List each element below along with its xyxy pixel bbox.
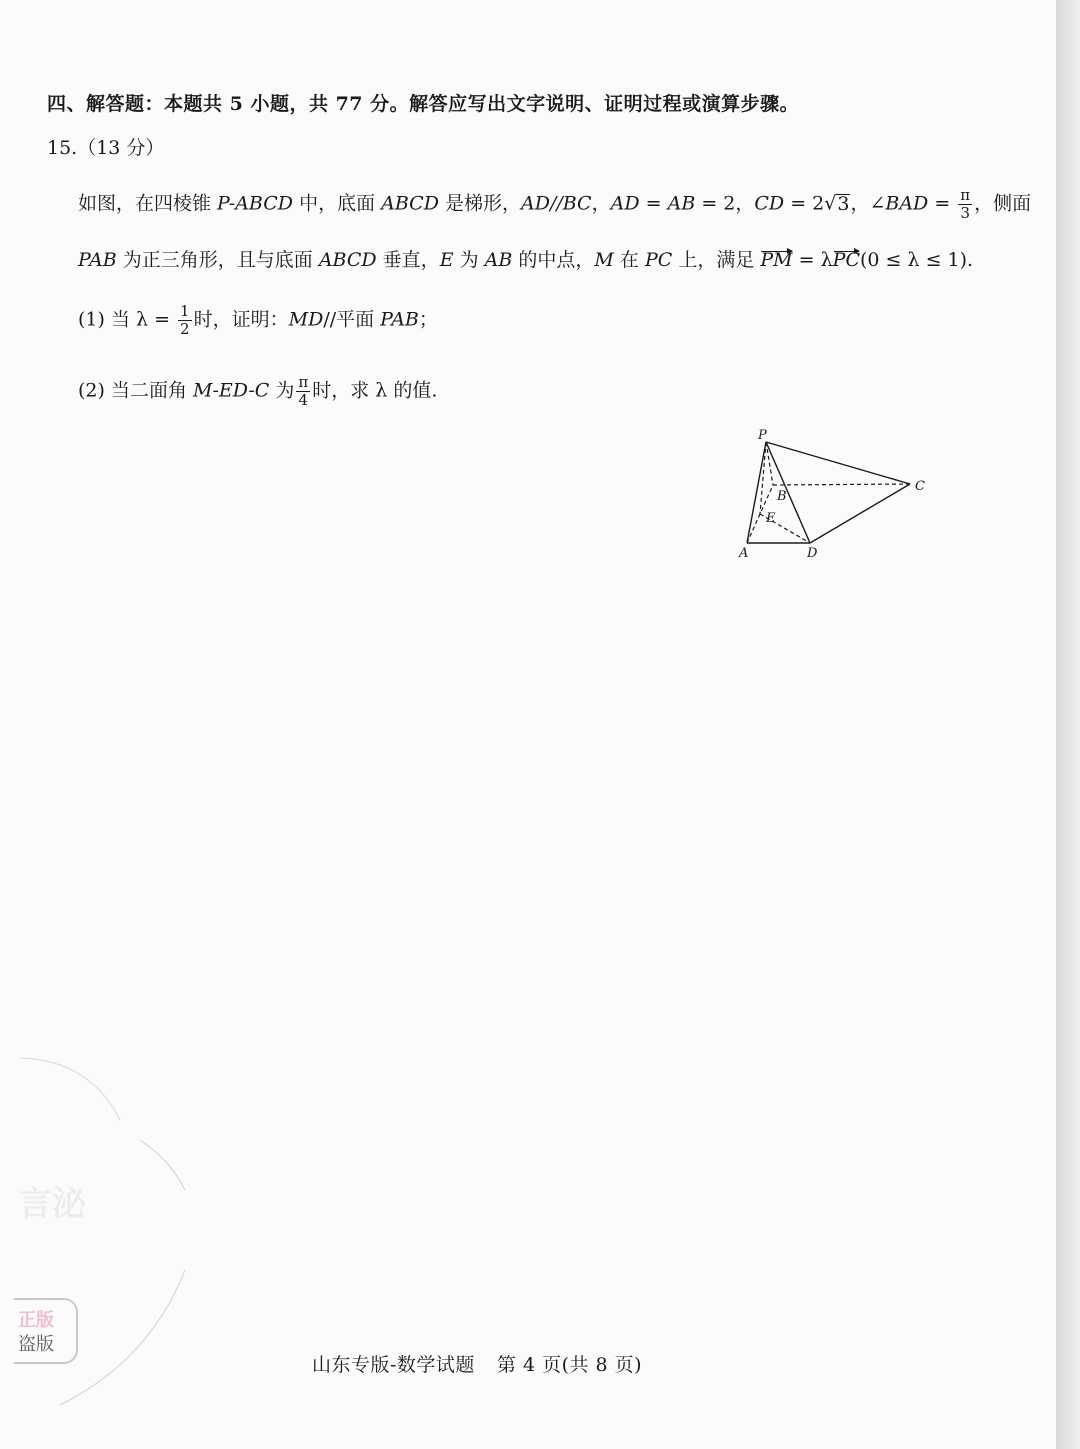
text: 的中点， (512, 249, 595, 271)
math-text: AD//BC (520, 192, 592, 215)
page-footer (312, 1350, 642, 1377)
fraction-pi-over-3 (958, 187, 972, 222)
math-text: CD (754, 192, 785, 215)
text: 在 (613, 249, 645, 271)
math-text: BAD (885, 192, 929, 215)
edge-pd (766, 442, 810, 543)
math-text: AD (610, 192, 640, 215)
label-d: D (807, 546, 818, 561)
text: (0 ≤ λ ≤ 1). (860, 249, 974, 271)
fraction-one-half (178, 303, 192, 338)
text: 时，求 λ 的值. (312, 379, 438, 402)
text: = (928, 192, 957, 215)
text: (1) 当 λ = (78, 308, 177, 331)
math-text: AB (667, 192, 696, 215)
fraction-numerator: 1 (180, 302, 190, 320)
question-number-label: 15. (47, 137, 78, 159)
text: = 2 (784, 192, 825, 215)
fraction-denominator: 2 (180, 320, 190, 338)
math-text: P-ABCD (217, 192, 294, 215)
label-p: P (758, 428, 767, 443)
text: 为 (269, 379, 295, 402)
fraction-denominator: 3 (960, 204, 970, 222)
text: (2) 当二面角 (78, 379, 193, 402)
label-e: E (766, 511, 776, 526)
vector-pc: PC (832, 249, 860, 271)
math-text: ABCD (381, 192, 439, 215)
math-text: MD (288, 308, 324, 331)
text: 为正三角形，且与底面 (116, 249, 319, 271)
stamp-bottom-text: 盗版 (18, 1334, 54, 1355)
math-text: M-ED-C (193, 379, 270, 402)
footer-page-number: 第 4 页(共 8 页) (496, 1354, 643, 1376)
vector-pm: PM (760, 249, 793, 271)
watermark-text: 言泌 (18, 1184, 86, 1224)
text: = λ (792, 249, 833, 271)
edge-dc (810, 484, 910, 543)
text: 为 (453, 249, 485, 271)
label-c: C (915, 479, 925, 494)
text: ， (591, 192, 611, 215)
authenticity-stamp (14, 1298, 78, 1364)
question-stem-line-2 (78, 245, 973, 272)
text: 垂直， (376, 249, 440, 271)
question-part-1 (78, 303, 438, 338)
text: ，∠ (850, 192, 886, 215)
fraction-pi-over-4 (296, 374, 310, 409)
page-edge-shadow (1056, 0, 1080, 1449)
fraction-denominator: 4 (298, 391, 309, 409)
edge-bc-hidden (773, 484, 910, 485)
question-stem-line-1 (78, 187, 1031, 222)
text: = 2， (695, 192, 755, 215)
math-text: PC (644, 249, 673, 271)
question-part-2 (78, 374, 437, 409)
math-text: AB (484, 249, 513, 271)
text: = (639, 192, 668, 215)
question-number (47, 133, 164, 160)
label-b: B (777, 489, 787, 504)
text: 时，证明： (193, 308, 289, 331)
fraction-numerator: π (298, 373, 309, 391)
math-text: ABCD (318, 249, 377, 271)
text: ，侧面 (974, 192, 1032, 215)
math-text: M (594, 249, 614, 271)
math-text: E (439, 249, 454, 271)
text: 是梯形， (438, 192, 521, 215)
fraction-numerator: π (960, 186, 971, 204)
sqrt-symbol: √ (824, 192, 837, 215)
section-heading: 四、解答题：本题共 5 小题，共 77 分。解答应写出文字说明、证明过程或演算步骤。 (47, 93, 800, 115)
edge-pc (766, 442, 910, 484)
math-text: PAB (380, 308, 419, 331)
stamp-top-text: 正版 (18, 1310, 54, 1331)
sqrt-radicand: 3 (837, 192, 850, 215)
text: ； (418, 308, 438, 331)
edge-pa (747, 442, 766, 543)
question-points: （13 分） (77, 137, 165, 159)
math-text: PAB (78, 249, 117, 271)
text: 上，满足 (672, 249, 761, 271)
text: 中，底面 (293, 192, 382, 215)
label-a: A (739, 546, 749, 561)
text: 如图，在四棱锥 (78, 192, 218, 215)
footer-title: 山东专版-数学试题 (312, 1354, 475, 1376)
pyramid-figure (730, 425, 940, 565)
text: //平面 (323, 308, 381, 331)
